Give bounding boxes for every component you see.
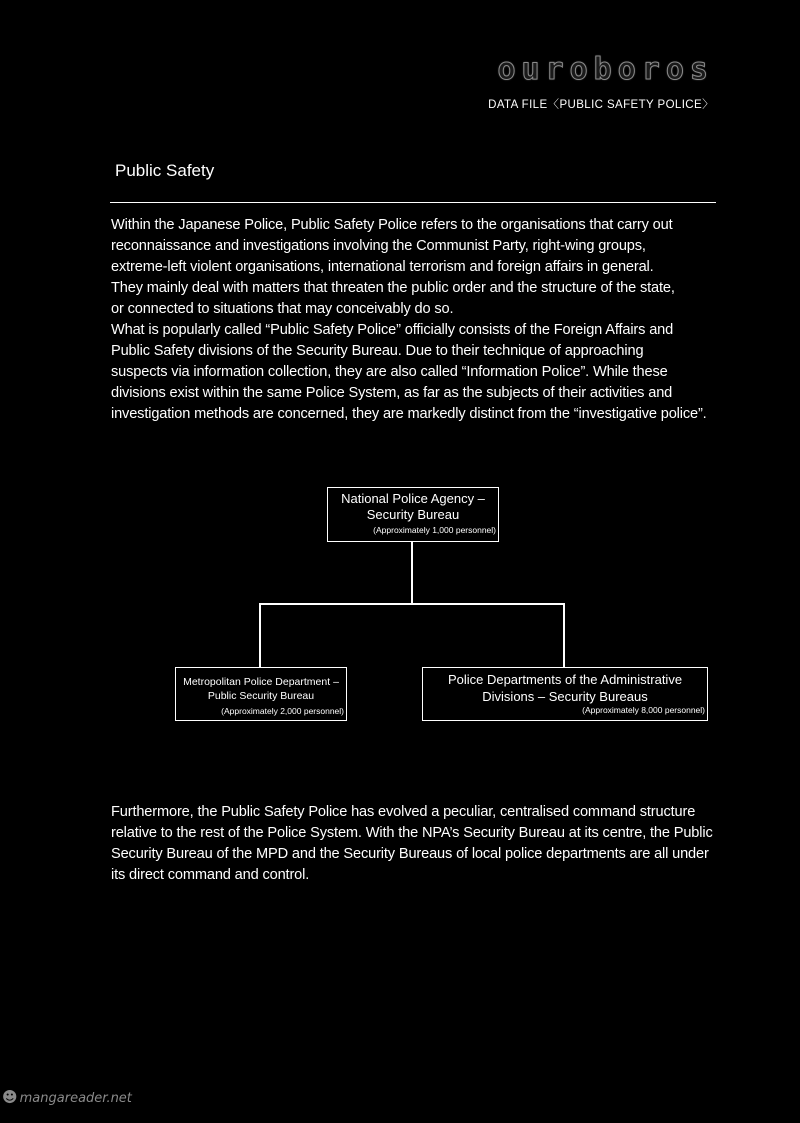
intro-line: Within the Japanese Police, Public Safety Police refers to the organisations that carry out [111,217,673,233]
org-box-personnel: (Approximately 2,000 personnel) [221,706,344,716]
intro-line: extreme-left violent organisations, international terrorism and foreign affairs in general. [111,259,654,275]
intro-line: Public Safety divisions of the Security Bureau. Due to their technique of approaching [111,343,644,359]
org-box-name-line: Metropolitan Police Department – [183,676,339,688]
outro-line: relative to the rest of the Police System. With the NPA’s Security Bureau at its centre, the Public [111,825,713,841]
org-box-prefectural-security-bureaus [422,667,708,721]
outro-paragraph [111,802,723,886]
org-box-name-line: National Police Agency – [341,491,485,506]
outro-line: its direct command and control. [111,867,310,883]
org-box-name-line: Public Security Bureau [207,690,315,702]
intro-line: reconnaissance and investigations involving the Communist Party, right-wing groups, [111,238,646,254]
org-box-mpd-public-security-bureau [175,667,347,721]
org-box-name-line: Security Bureau [366,507,460,522]
intro-line: divisions exist within the same Police System, as far as the subjects of their activities and [111,385,673,401]
intro-line: suspects via information collection, they are also called “Information Police”. While these [111,364,668,380]
intro-line: They mainly deal with matters that threaten the public order and the structure of the state, [111,280,675,296]
org-box-npa-security-bureau [327,487,499,542]
org-box-name-line: Police Departments of the Administrative [447,672,683,687]
org-box-name-line: Divisions – Security Bureaus [482,689,648,704]
intro-line: investigation methods are concerned, they are markedly distinct from the “investigative police”. [111,406,707,422]
org-box-personnel: (Approximately 8,000 personnel) [582,705,705,715]
intro-line: or connected to situations that may conceivably do so. [111,301,454,317]
watermark [2,1088,132,1106]
mask-icon: ☻ [2,1088,18,1106]
outro-line: Security Bureau of the MPD and the Security Bureaus of local police departments are all under [111,846,709,862]
ouroboros-logo: ouroboros [497,52,714,87]
data-file-subtitle: DATA FILE〈PUBLIC SAFETY POLICE〉 [488,99,714,111]
section-title: Public Safety [115,161,215,180]
intro-line: What is popularly called “Public Safety Police” officially consists of the Foreign Affairs and [111,322,674,338]
org-box-personnel: (Approximately 1,000 personnel) [373,525,496,535]
watermark-text: mangareader.net [19,1091,132,1106]
outro-line: Furthermore, the Public Safety Police has evolved a peculiar, centralised command structure [111,804,696,820]
